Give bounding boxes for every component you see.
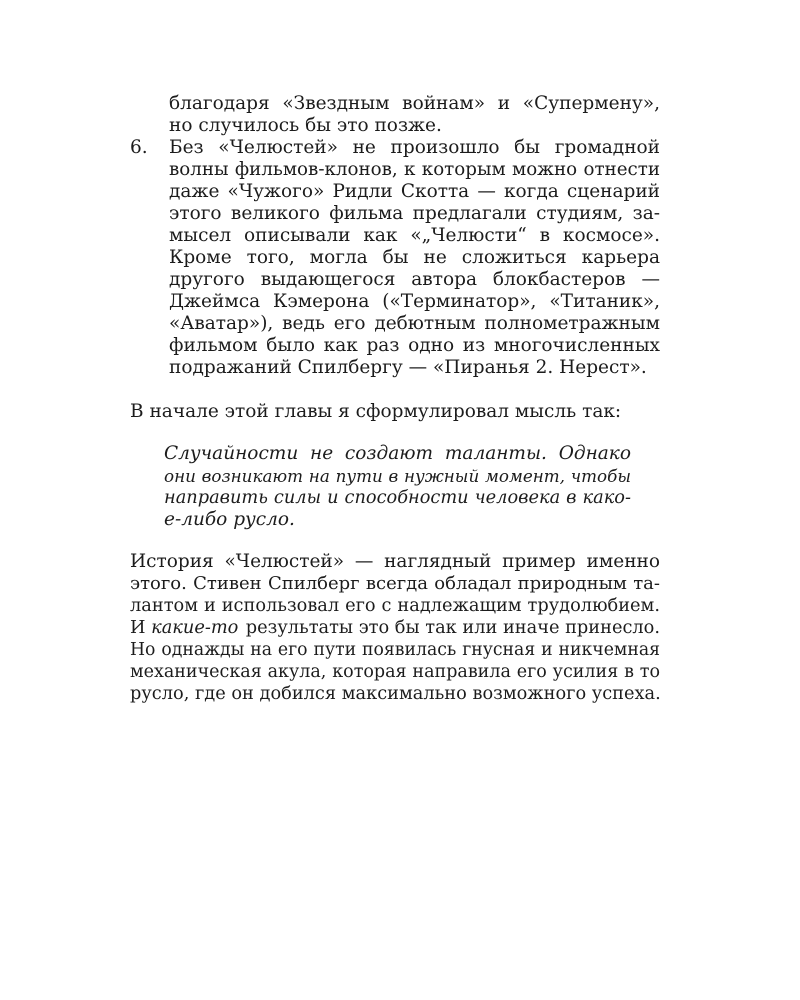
list-item-6-line-10: фильмом было как раз одно из многочисленных [169,335,660,356]
list-item-6-line-7: другого выдающегося автора блокбастеров — [169,269,660,290]
paragraph-line-3: лантом и использовал его с надлежащим трудолюбием. [130,596,660,616]
paragraph-line-5: Но однажды на его пути появилась гнусная и никчемная [130,640,660,660]
quote-line-2: они возникают на пути в нужный момент, чтобы [164,466,631,486]
paragraph-line-1: История «Челюстей» — наглядный пример именно [130,551,660,572]
list-prev-line-1: благодаря «Звездным войнам» и «Супермену», [169,93,660,114]
paragraph-line-4-lead [130,617,238,639]
paragraph-emphasis: какие-то [151,618,239,638]
list-item-6-line-8: Джеймса Кэмерона («Терминатор», «Титаник», [169,291,660,312]
list-item-6-line-11: подражаний Спилбергу — «Пиранья 2. Нерест». [169,357,647,378]
list-item-6-line-1: Без «Челюстей» не произошло бы громадной [169,137,660,158]
paragraph-line-4-start: И [130,618,152,638]
list-item-6-line-4: этого великого фильма предлагали студиям, за- [169,203,660,224]
paragraph-line-4 [130,617,660,639]
list-item-6-line-2: волны фильмов-клонов, к которым можно отнести [169,159,660,180]
list-item-6-line-9: «Аватар»), ведь его дебютным полнометражным [169,313,660,334]
list-item-6-line-3: даже «Чужого» Ридли Скотта — когда сценарий [169,181,660,202]
quote-line-1: Случайности не создают таланты. Однако [164,443,631,464]
list-item-6-line-5: мысел описывали как «„Челюсти“ в космосе». [169,225,660,246]
paragraph-line-7: русло, где он добился максимально возможного успеха. [130,684,661,704]
list-item-6-line-6: Кроме того, могла бы не сложиться карьера [169,247,660,268]
paragraph-line-6: механическая акула, которая направила его усилия в то [130,662,660,682]
intro-line: В начале этой главы я сформулировал мысль так: [130,401,622,422]
paragraph-line-2: этого. Стивен Спилберг всегда обладал природным та- [130,573,660,594]
list-prev-line-2: но случилось бы это позже. [169,115,442,136]
quote-line-3: направить силы и способности человека в како- [164,488,631,508]
paragraph-line-4-end: результаты это бы так или иначе принесло. [240,618,660,638]
quote-line-4: е-либо русло. [164,509,295,530]
list-item-number: 6. [130,137,148,158]
